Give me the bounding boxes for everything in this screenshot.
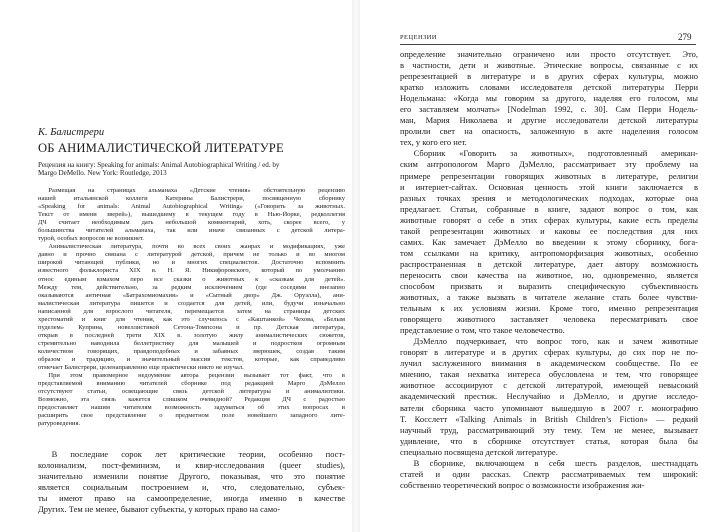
text-line: переносить свои качества на животное, но, одновременно, является (400, 269, 698, 280)
text-line: относ единым взмахом перо все сказки о животных к «сказкам для детей». (38, 275, 345, 283)
text-line: известного фольклориста XIX в. Н. Я. Никифоровского, который по умолчанию (38, 267, 345, 275)
text-line: пролили свет на опасность, заложенную в акте наделения голосом (400, 126, 698, 137)
text-line: ман, Мария Николаева и другие исследователи детской литературы (400, 115, 698, 126)
text-line: его заставляем молчать» [Nodelman 1992, с. 30]. Сам Перри Нодель- (400, 104, 698, 115)
text-line: говорят в литературе и в других сферах культуры, до сих пор не по- (400, 347, 698, 358)
right-page (360, 0, 710, 532)
text-line: Т. Косслетт «Talking Animals in British Children’s Fiction» — редкий (400, 413, 698, 424)
text-line: оказываются античная «Батрахомиомахия» и «Сытный двор» Дж. Оруэлла), ани- (38, 291, 345, 299)
text-line: академический престиж. Неслучайно и ДэМелло, и другие исследо- (400, 391, 698, 402)
text-line: предоставляет нашим читателям возможность задуматься об этих вопросах и (38, 404, 345, 412)
text-line: Между тем, действительно, за редким исключением (где соседями внезапно (38, 283, 345, 291)
book-gutter (352, 0, 360, 532)
review-author: К. Балистрери (38, 127, 105, 138)
left-page (0, 0, 352, 532)
text-line: определение значительно ограничено или просто отсутствует. Это, (400, 49, 698, 59)
text-line: научный труд, рассматривающий эту тему. Тем не менее, вызывает (400, 424, 698, 435)
text-line: ты имеют право на самоопределение, иногда именно в качестве (38, 493, 345, 504)
text-line: В сборнике, включающем в себя шесть разделов, шестнадцать (413, 457, 698, 468)
text-line: Нодельмана: «Когда мы говорим за другого, наделяя его голосом, мы (400, 93, 698, 104)
text-line: тех, у кого его нет. (400, 137, 467, 148)
text-line: малистическая литература пишется и создается для детей, или, будучи изначально (38, 299, 345, 307)
text-line: стремительно наводнила беллетристику для малышей и подростков огромным (38, 339, 345, 347)
citation-line: Рецензия на книгу: Speaking for animals: Animal Autobiographical Writing / ed. by (38, 161, 280, 169)
text-line: открыв в последней трети XIX в. золотую жилу анималистических сюжетов, (38, 331, 345, 339)
text-line: Других. Тем не менее, бывают субъекты, у которых право на само- (38, 504, 281, 515)
text-line: ским антропологом Марго ДэМелло, рассматривает эту проблему на (400, 159, 698, 170)
text-line: В последние сорок лет критические теории, особенно пост- (51, 449, 345, 459)
text-line: количеством говорящих, правдоподобных и забавных зверюшек, создав таким (38, 347, 345, 355)
text-line: собственно теоретический вопрос о возможности изображения жи- (400, 479, 645, 490)
reviewed-book-citation (38, 161, 343, 178)
text-line: отсутствуют статьи, освещающие связь детской литературы и анимализтики. (38, 388, 345, 396)
text-line: пуделем» Куприна, новеллистикой Сетона-Томпсона и пр. Детская литература, (38, 323, 345, 331)
text-line: отмечает Балистрери, целенаправленно еще практически никто не изучал. (38, 364, 244, 372)
text-line: При этом правомерное недоумение автора рецензии вызывает тот факт, что в (48, 372, 345, 380)
text-line: мнению, такая нехватка интереса обусловлена и тем, что говорящее (400, 369, 698, 380)
main-text-right (400, 49, 698, 491)
text-line: том ссылками на критику, антропоморфизация животных, особенно (400, 247, 698, 258)
text-line: ратуроведения. (38, 420, 81, 428)
text-line: животные говорят о себе в этих сферах культуры, какие есть пределы (400, 214, 698, 225)
text-line: представление о том, что такое человечество. (400, 325, 565, 336)
text-line: хрестоматий и книг для чтения, как это случилось с «Каштанкой» Чехова, «Белым (38, 315, 345, 323)
text-line: предлагает. Статьи, собранные в книге, задают вопрос о том, как (400, 203, 698, 214)
text-line: тельным к их условиям жизни. Кроме того, именно репрезентация (400, 303, 698, 314)
text-line: животное ассоциируют с детской литературой, имеющей невысокий (400, 380, 698, 391)
text-line: разных точках зрения и методологических подходах, которые она (400, 192, 698, 203)
text-line: ДЧ считает необходимым дать небольшой комментарий, хоть, скорее всего, у (38, 219, 345, 227)
text-line: статей и один рассказ. Спектр рассматриваемых тем широкий: (400, 468, 698, 479)
text-line: ватели сборника часто упоминают вышедшую в 2007 г. монографию (400, 402, 698, 413)
text-line: Размещая на страницах альманаха «Детские чтения» обстоятельную рецензию (48, 187, 345, 194)
text-line: специально посвящена детской литературе. (400, 446, 558, 457)
text-line: удивление, что в сборнике отсутствует статья, которая была бы (400, 435, 698, 446)
text-line: «Speaking for animals: Animal Autobiographical Writing» («Говорить за животных. (38, 203, 345, 211)
running-head: РЕЦЕНЗИИ (400, 34, 438, 41)
text-line: Анималистическая литература, почти во всех своих жанрах и модификациях, уже (48, 243, 345, 251)
text-line: является социальным построением и, что, следовательно, субъек- (38, 482, 345, 493)
text-line: репрезентацией в литературе и в других сферах культуры, можно (400, 71, 698, 82)
header-rule (400, 44, 696, 45)
editorial-note (38, 187, 345, 428)
article-title: ОБ АНИМАЛИСТИЧЕСКОЙ ЛИТЕРАТУРЕ (38, 141, 284, 155)
text-line: колониализм, пост-феминизм, и квир-исследования (queer studies), (38, 460, 345, 471)
text-line: Возможно, эта связь кажется слишком очевидной? Редакция ДЧ с радостью (38, 396, 345, 404)
text-line: в частности, дети и животные. Этические вопросы, связанные с их (400, 60, 698, 71)
text-line: Сборник «Говорить за животных», подготовленный американ- (413, 148, 698, 159)
text-line: нашей итальянской коллеги Катерины Балистрери, посвященную сборнику (38, 195, 345, 203)
text-line: Текст от имени зверей»), вышедшему в текущем году в Нью-Йорке, редколлегия (38, 211, 345, 219)
text-line: представляемой вниманию читателей сборнике под редакцией Марго ДэМелло (38, 380, 345, 388)
text-line: говорящего животного заставляет человека пересматривать свое (400, 314, 698, 325)
citation-line: Margo DeMello. New York: Routledge, 2013 (38, 169, 167, 178)
text-line: образом и традицию, и значительный массив текстов, которые, как справедливо (38, 355, 345, 363)
text-line: большинства читателей альманаха, так или иначе связанных с детской литера- (38, 227, 345, 235)
text-line: расширить свое представление о предметном поле новейшего западного лите- (38, 412, 345, 420)
text-line: и интернет-сайтах. Основная ценность этой книги заключается в (400, 181, 698, 192)
text-line: примере репрезентации говорящих животных в литературе, религии (400, 170, 698, 181)
text-line: кратко изложить словами исследователя детской литературы Перри (400, 82, 698, 93)
text-line: лучил заслуженного внимания в академическом сообществе. По ее (400, 358, 698, 369)
text-line: ДэМелло подчеркивает, что вопрос того, как и зачем животные (413, 336, 698, 347)
main-text-left (38, 449, 345, 515)
text-line: широкой читающей публики, но и многих специалистов. Достаточно вспомнить (38, 259, 345, 267)
text-line: самих. Как замечает ДэМелло во введении к этому сборнику, бога- (400, 236, 698, 247)
text-line: значительно изменили понятие Другого, показывая, что это понятие (38, 471, 345, 482)
text-line: распространенная в детской литературе, дает автору возможность (400, 258, 698, 269)
text-line: написанной для взрослого читателя, перемещается затем на страницы детских (38, 307, 345, 315)
text-line: давно и прочно связана с литературой детской, причем не только и во многом (38, 251, 345, 259)
text-line: такой репрезентации животных и каковы ее последствия для них (400, 225, 698, 236)
page-number: 279 (678, 32, 692, 42)
text-line: способом призвать и выразить специфическую субъективность (400, 280, 698, 291)
text-line: турой, особых вопросов не возникнет. (38, 235, 144, 243)
text-line: животных, а также вызвать в читателе желание стать более чувстви- (400, 292, 698, 303)
